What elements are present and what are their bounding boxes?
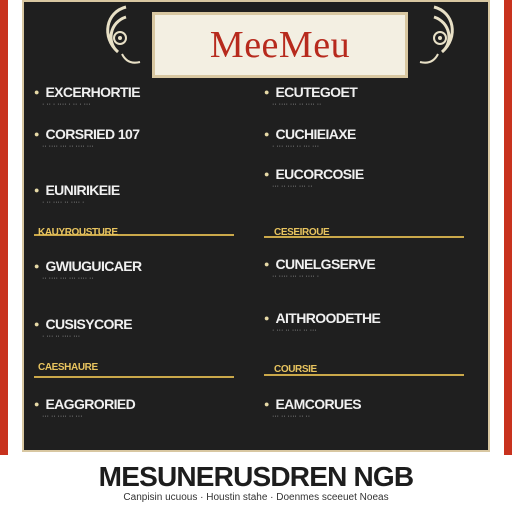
left-section-5 bbox=[34, 316, 234, 341]
left-gold-label-2: CAESHAURE bbox=[38, 362, 98, 373]
right-desc-1: ·· ···· ··· ·· ···· ·· bbox=[272, 101, 322, 108]
right-section-3 bbox=[264, 166, 464, 191]
right-heading-2: CUCHIEIAXE bbox=[275, 126, 356, 142]
right-heading-5: AITHROODETHE bbox=[275, 310, 381, 326]
left-desc-1: · ·· · ···· · ·· · ··· bbox=[42, 101, 91, 108]
bullet-icon: ● bbox=[34, 399, 40, 409]
left-ornament-icon bbox=[96, 2, 146, 72]
bullet-icon: ● bbox=[34, 185, 40, 195]
right-desc-3: ··· ·· ···· ··· ·· bbox=[272, 183, 313, 190]
left-heading-2: CORSRIED 107 bbox=[45, 126, 140, 142]
footer-title: MESUNERUSDREN NGB bbox=[98, 461, 414, 492]
left-heading-4: GWIUGUICAER bbox=[45, 258, 142, 274]
right-gold-label-2: COURSIE bbox=[274, 364, 317, 375]
left-desc-6: ··· ·· ···· ·· ··· bbox=[42, 413, 83, 420]
right-section-6 bbox=[264, 396, 464, 421]
footer-subtitle: Canpisin ucuous · Houstin stahe · Doenmes sceeuet Noeas bbox=[123, 492, 389, 503]
bullet-icon: ● bbox=[264, 259, 270, 269]
right-section-1 bbox=[264, 84, 464, 109]
left-desc-5: · ··· ·· ···· ··· bbox=[42, 333, 81, 340]
left-heading-6: EAGGRORIED bbox=[45, 396, 136, 412]
left-desc-2: ·· ···· ··· ·· ···· ··· bbox=[42, 143, 94, 150]
left-section-2 bbox=[34, 126, 234, 151]
menu-title: MeeMeu bbox=[209, 24, 351, 66]
footer bbox=[0, 455, 512, 512]
right-gold-label-1: CESEIROUE bbox=[274, 227, 330, 238]
left-gold-divider-2 bbox=[34, 376, 234, 378]
left-heading-1: EXCERHORTIE bbox=[45, 84, 140, 100]
right-desc-6: ··· ·· ···· ·· ·· bbox=[272, 413, 311, 420]
bullet-icon: ● bbox=[264, 169, 270, 179]
bullet-icon: ● bbox=[264, 399, 270, 409]
right-section-5 bbox=[264, 310, 464, 335]
right-desc-4: ·· ···· ··· ·· ···· · bbox=[272, 273, 320, 280]
right-desc-5: · ··· ·· ···· ·· ··· bbox=[272, 327, 317, 334]
right-section-2 bbox=[264, 126, 464, 151]
left-heading-3: EUNIRIKEIE bbox=[45, 182, 120, 198]
left-section-6 bbox=[34, 396, 234, 421]
bullet-icon: ● bbox=[34, 261, 40, 271]
bullet-icon: ● bbox=[264, 313, 270, 323]
bullet-icon: ● bbox=[34, 87, 40, 97]
left-gold-label-1: KAUYROUSTURE bbox=[38, 227, 118, 238]
bullet-icon: ● bbox=[264, 87, 270, 97]
bullet-icon: ● bbox=[34, 129, 40, 139]
right-desc-2: · ··· ···· ·· ··· ··· bbox=[272, 143, 320, 150]
left-heading-5: CUSISYCORE bbox=[45, 316, 133, 332]
right-red-border bbox=[504, 0, 512, 455]
menu-board bbox=[22, 0, 490, 452]
left-section-3 bbox=[34, 182, 234, 207]
right-section-4 bbox=[264, 256, 464, 281]
bullet-icon: ● bbox=[34, 319, 40, 329]
bullet-icon: ● bbox=[264, 129, 270, 139]
title-box bbox=[152, 12, 408, 78]
right-ornament-icon bbox=[414, 2, 464, 72]
right-heading-4: CUNELGSERVE bbox=[275, 256, 376, 272]
left-section-4 bbox=[34, 258, 234, 283]
right-heading-3: EUCORCOSIE bbox=[275, 166, 364, 182]
left-section-1 bbox=[34, 84, 234, 109]
left-desc-3: · ·· ···· ·· ···· · bbox=[42, 199, 85, 206]
left-red-border bbox=[0, 0, 8, 455]
right-heading-6: EAMCORUES bbox=[275, 396, 362, 412]
left-desc-4: ·· ···· ··· ··· ···· ·· bbox=[42, 275, 94, 282]
right-heading-1: ECUTEGOET bbox=[275, 84, 358, 100]
